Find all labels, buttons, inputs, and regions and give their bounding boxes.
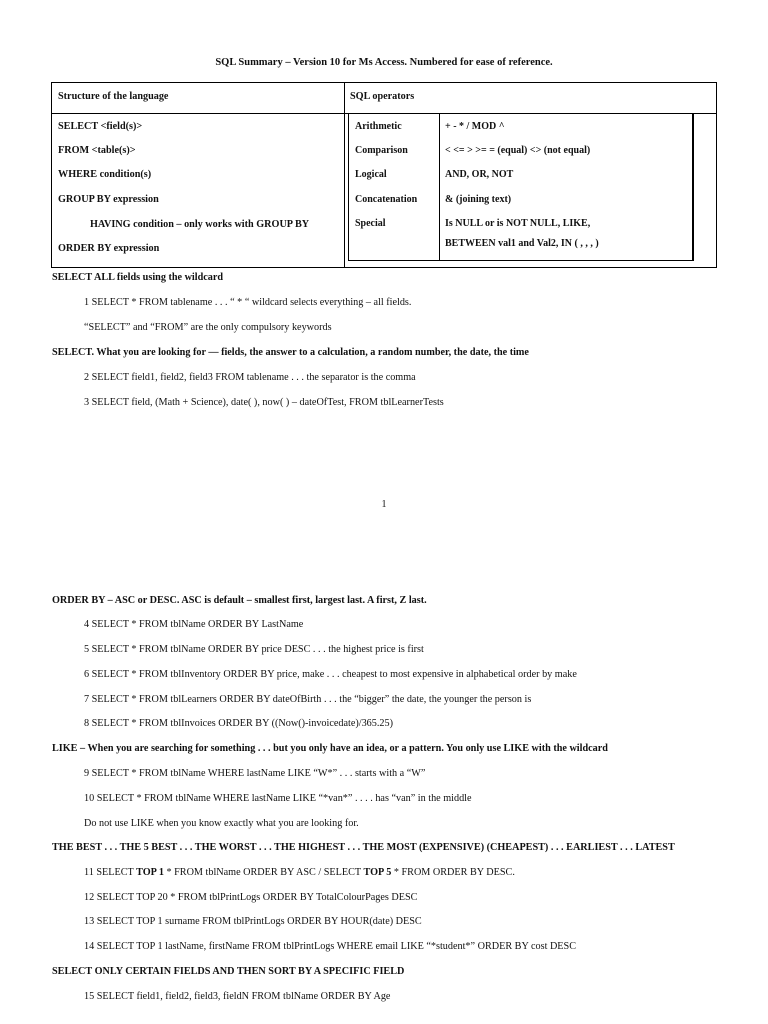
operator-value: BETWEEN val1 and Val2, IN ( , , , ) — [445, 238, 599, 249]
operator-name: Arithmetic — [355, 121, 402, 132]
section-heading: THE BEST . . . THE 5 BEST . . . THE WORST . . . THE HIGHEST . . . THE MOST (EXPENSIVE) (CHEAPEST) . . . EARLIEST . . . LATEST — [52, 842, 675, 853]
operator-value: & (joining text) — [445, 194, 512, 205]
operator-value: < <= > >= = (equal) <> (not equal) — [445, 145, 591, 156]
table-divider — [692, 113, 693, 261]
summary-table — [51, 82, 717, 268]
example-line: 12 SELECT TOP 20 * FROM tblPrintLogs ORDER BY TotalColourPages DESC — [84, 892, 418, 903]
operator-value: AND, OR, NOT — [445, 169, 514, 180]
operator-name: Concatenation — [355, 194, 418, 205]
section-heading: LIKE – When you are searching for something . . . but you only have an idea, or a pattern. You only use LIKE with the wildcard — [52, 743, 608, 754]
example-line: 10 SELECT * FROM tblName WHERE lastName LIKE “*van*” . . . . has “van” in the middle — [84, 793, 472, 804]
operators-table — [348, 113, 694, 261]
keyword-top: TOP 5 — [363, 867, 392, 878]
document-title: SQL Summary – Version 10 for Ms Access. Numbered for ease of reference. — [215, 57, 553, 68]
operators-divider — [439, 114, 440, 260]
header-operators: SQL operators — [350, 91, 415, 102]
page-number: 1 — [381, 499, 387, 510]
keyword-top: TOP 1 — [136, 867, 164, 878]
example-line: 8 SELECT * FROM tblInvoices ORDER BY ((Now()-invoicedate)/365.25) — [84, 718, 393, 729]
structure-line: WHERE condition(s) — [58, 169, 152, 180]
example-text: * FROM ORDER BY DESC. — [391, 867, 515, 878]
note-line: Do not use LIKE when you know exactly what you are looking for. — [84, 818, 359, 829]
structure-line: FROM <table(s)> — [58, 145, 136, 156]
header-structure: Structure of the language — [58, 91, 169, 102]
operator-name: Comparison — [355, 145, 408, 156]
table-divider — [344, 83, 345, 267]
structure-line: ORDER BY expression — [58, 243, 160, 254]
example-line: 13 SELECT TOP 1 surname FROM tblPrintLogs ORDER BY HOUR(date) DESC — [84, 916, 422, 927]
operator-value: Is NULL or is NOT NULL, LIKE, — [445, 218, 591, 229]
example-text: 11 SELECT — [84, 867, 137, 878]
example-line: 6 SELECT * FROM tblInventory ORDER BY price, make . . . cheapest to most expensive in alphabetical order by make — [84, 669, 577, 680]
example-line — [84, 867, 515, 878]
example-line: 2 SELECT field1, field2, field3 FROM tablename . . . the separator is the comma — [84, 372, 416, 383]
example-line: 15 SELECT field1, field2, field3, fieldN FROM tblName ORDER BY Age — [84, 991, 391, 1002]
note-line: “SELECT” and “FROM” are the only compulsory keywords — [84, 322, 332, 333]
example-line: 14 SELECT TOP 1 lastName, firstName FROM tblPrintLogs WHERE email LIKE “*student*” ORDER BY cost DESC — [84, 941, 576, 952]
example-line: 4 SELECT * FROM tblName ORDER BY LastName — [84, 619, 304, 630]
operator-name: Logical — [355, 169, 387, 180]
operator-value: + - * / MOD ^ — [445, 121, 505, 132]
example-line: 1 SELECT * FROM tablename . . . “ * “ wildcard selects everything – all fields. — [84, 297, 412, 308]
section-heading: SELECT ONLY CERTAIN FIELDS AND THEN SORT BY A SPECIFIC FIELD — [52, 966, 405, 977]
example-line: 9 SELECT * FROM tblName WHERE lastName LIKE “W*” . . . starts with a “W” — [84, 768, 426, 779]
example-line: 7 SELECT * FROM tblLearners ORDER BY dateOfBirth . . . the “bigger” the date, the younger the person is — [84, 694, 532, 705]
example-line: 3 SELECT field, (Math + Science), date( ), now( ) – dateOfTest, FROM tblLearnerTests — [84, 397, 444, 408]
structure-line: GROUP BY expression — [58, 194, 159, 205]
structure-line: HAVING condition – only works with GROUP BY — [90, 219, 310, 230]
example-text: * FROM tblName ORDER BY ASC / SELECT — [163, 867, 364, 878]
example-line: 5 SELECT * FROM tblName ORDER BY price DESC . . . the highest price is first — [84, 644, 424, 655]
operator-name: Special — [355, 218, 386, 229]
section-heading: SELECT. What you are looking for — fields, the answer to a calculation, a random number, the date, the time — [52, 347, 529, 358]
section-heading: SELECT ALL fields using the wildcard — [52, 272, 224, 283]
section-heading: ORDER BY – ASC or DESC. ASC is default – smallest first, largest last. A first, Z last. — [52, 595, 427, 606]
structure-line: SELECT <field(s)> — [58, 121, 143, 132]
